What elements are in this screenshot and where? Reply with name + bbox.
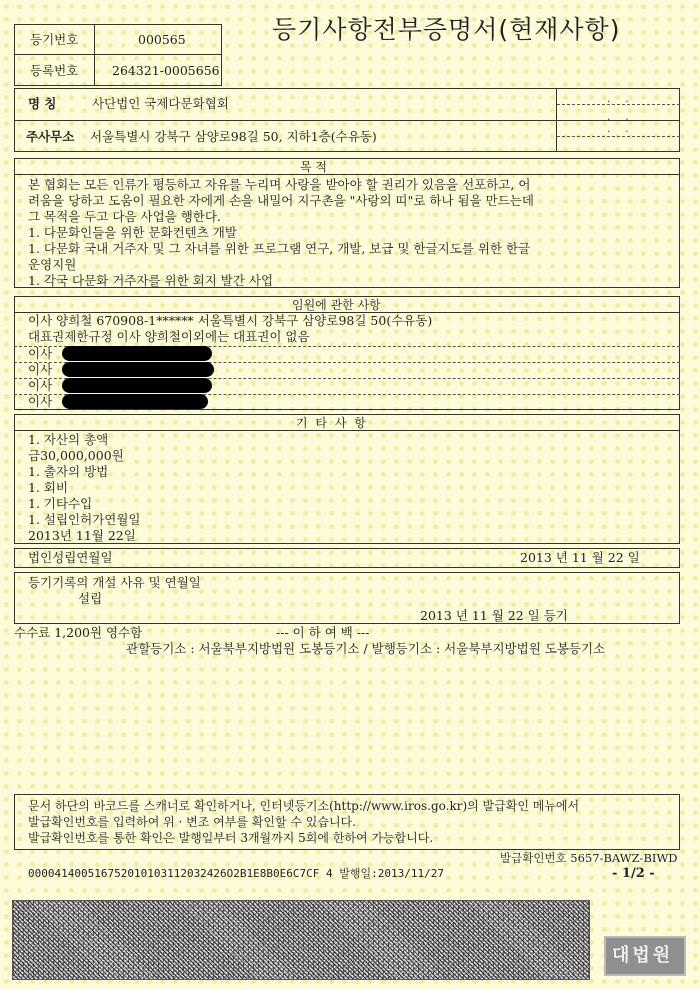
other-line-7: 2013년 11월 22일	[28, 528, 136, 543]
other-line-3: 1. 출자의 방법	[28, 464, 109, 479]
officer-redacted-label-1: 이사	[28, 346, 53, 361]
notice-line-1: 문서 하단의 바코드를 스캐너로 확인하거나, 인터넷등기소(http://www.iros.go.kr)의 발급확인 메뉴에서	[28, 799, 580, 813]
other-line-5: 1. 기타수입	[28, 496, 93, 511]
officer-line-1: 이사 양희철 670908-1****** 서울특별시 강북구 삼양로98길 50(수유동)	[28, 313, 433, 328]
redaction-bar	[62, 362, 214, 377]
purpose-line-2: 려움을 당하고 도움이 필요한 자에게 손을 내밀어 지구촌을 "사랑의 띠"로 하나 됨을 만드는데	[28, 193, 534, 208]
page-number: - 1/2 -	[612, 866, 655, 881]
document-code: 000041400516752010103112032426O2B1E8B0E6C7CF 4 발행일:2013/11/27	[28, 867, 444, 880]
record-reason: 설립	[78, 591, 103, 606]
address-change-mark: . .	[607, 112, 635, 123]
other-line-2: 금30,000,000원	[28, 448, 124, 463]
officers-header: 임원에 관한 사항	[292, 298, 381, 312]
establishment-label: 법인성립연월일	[28, 550, 113, 565]
notice-line-3: 발급확인번호를 통한 확인은 발행일부터 3개월까지 5회에 한하여 가능합니다.	[28, 831, 434, 845]
registry-offices: 관할등기소 : 서울북부지방법원 도봉등기소 / 발행등기소 : 서울북부지방법원 도봉등기소	[126, 641, 606, 656]
issue-confirmation-number: 발급확인번호 5657-BAWZ-BIWD	[500, 851, 678, 865]
redaction-bar	[62, 394, 208, 409]
other-line-4: 1. 회비	[28, 480, 69, 495]
barcode	[12, 900, 590, 980]
registry-number-value: 000565	[138, 32, 186, 47]
officer-redacted-label-4: 이사	[28, 394, 53, 409]
registration-number-value: 264321-0005656	[112, 63, 220, 78]
registration-number-label: 등록번호	[30, 63, 79, 78]
name-value: 사단법인 국제다문화협회	[92, 96, 229, 111]
name-change-mark: . .	[607, 94, 635, 105]
court-seal-text: 대법원	[612, 945, 674, 966]
purpose-line-3: 그 목적을 두고 다음 사업을 행한다.	[28, 209, 221, 224]
redaction-bar	[62, 378, 212, 393]
notice-line-2: 발급확인번호를 입력하여 위 · 변조 여부를 확인할 수 있습니다.	[28, 815, 356, 829]
purpose-line-1: 본 협회는 모든 인류가 평등하고 자유를 누리며 사랑을 받아야 할 권리가 있음을 선포하고, 어	[28, 177, 531, 192]
officer-redacted-label-3: 이사	[28, 378, 53, 393]
record-date: 2013 년 11 월 22 일 등기	[420, 608, 568, 623]
purpose-header: 목 적	[300, 160, 327, 174]
other-line-1: 1. 자산의 총액	[28, 432, 109, 447]
record-label: 등기기록의 개설 사유 및 연월일	[28, 575, 201, 590]
end-mark: --- 이 하 여 백 ---	[276, 625, 370, 640]
purpose-line-5: 1. 다문화 국내 거주자 및 그 자녀를 위한 프로그램 연구, 개발, 보급 및 한글지도를 위한 한글	[28, 241, 531, 256]
address-label: 주사무소	[26, 129, 75, 144]
other-matters-header: 기 타 사 항	[296, 416, 368, 430]
establishment-date: 2013 년 11 월 22 일	[520, 550, 640, 565]
name-label: 명 칭	[28, 96, 57, 111]
address-value: 서울특별시 강북구 삼양로98길 50, 지하1층(수유동)	[90, 129, 377, 144]
officer-restriction: 대표권제한규정 이사 양희철이외에는 대표권이 없음	[28, 329, 310, 344]
fee-text: 수수료 1,200원 영수함	[14, 625, 143, 640]
court-seal	[604, 936, 686, 976]
registry-number-label: 등기번호	[30, 32, 79, 47]
other-line-6: 1. 설립인허가연월일	[28, 512, 141, 527]
purpose-line-7: 1. 각국 다문화 거주자를 위한 회지 발간 사업	[28, 273, 274, 288]
officer-redacted-label-2: 이사	[28, 362, 53, 377]
document-title: 등기사항전부증명서(현재사항)	[272, 15, 621, 44]
redaction-bar	[62, 346, 212, 361]
purpose-line-6: 운영지원	[28, 257, 77, 272]
purpose-line-4: 1. 다문화인들을 위한 문화컨텐츠 개발	[28, 225, 237, 240]
